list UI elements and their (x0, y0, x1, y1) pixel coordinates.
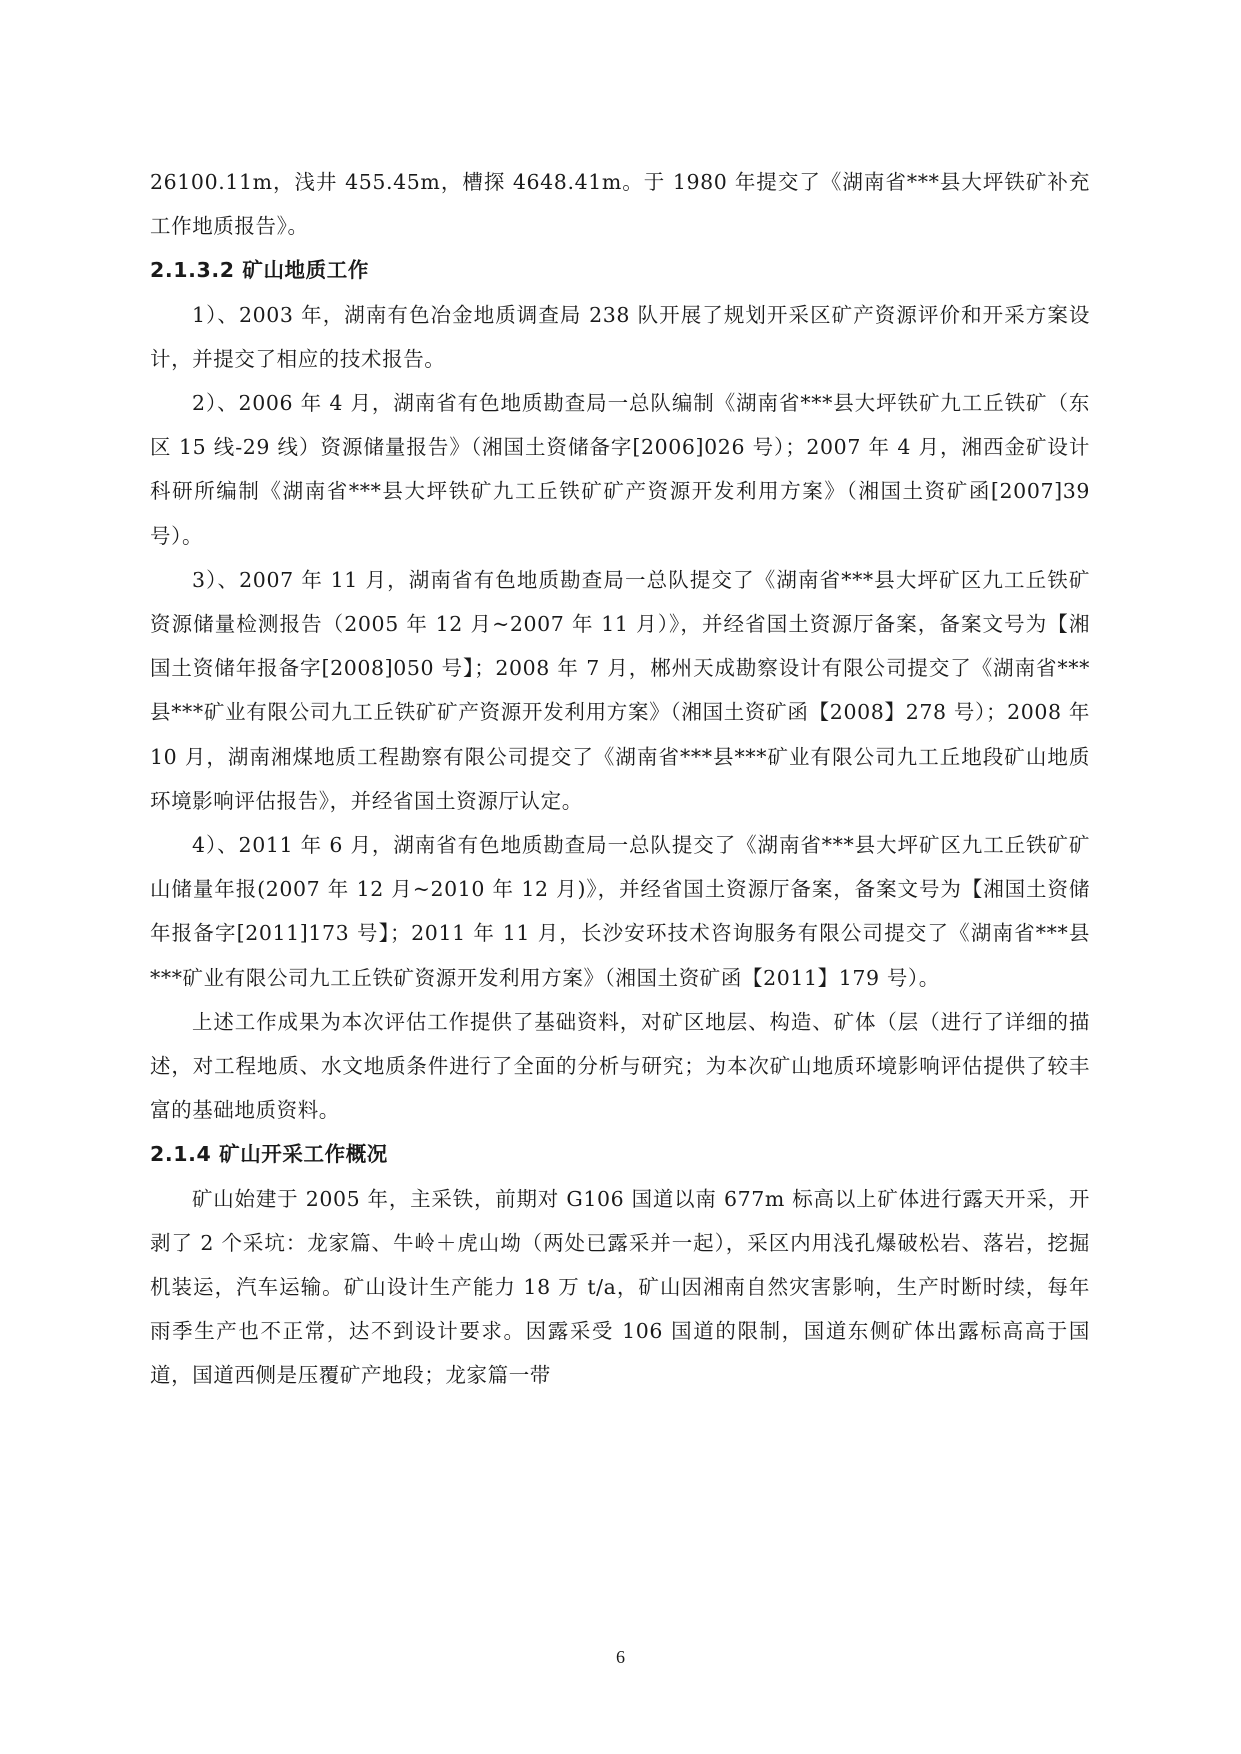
page-number: 6 (616, 1647, 625, 1667)
paragraph-mining-overview: 矿山始建于 2005 年，主采铁，前期对 G106 国道以南 677m 标高以上矿体进行露天开采，开剥了 2 个采坑：龙家篇、牛岭＋虎山坳（两处已露采并一起），采区内用浅孔爆破松岩、落岩，挖掘机装运，汽车运输。矿山设计生产能力 18 万 t/a，矿山因湘南自然灾害影响，生产时断时续，每年雨季生产也不正常，达不到设计要求。因露采受 106 国道的限制，国道东侧矿体出露标高高于国道，国道西侧是压覆矿产地段；龙家篇一带 (150, 1186, 1090, 1388)
paragraph-item-3: 3）、2007 年 11 月，湖南省有色地质勘查局一总队提交了《湖南省***县大坪矿区九工丘铁矿资源储量检测报告（2005 年 12 月~2007 年 11 月）》，并经省国土资源厅备案，备案文号为【湘国土资储年报备字[2008]050 号】；2008 年 7 月，郴州天成勘察设计有限公司提交了《湖南省***县***矿业有限公司九工丘铁矿矿产资源开发利用方案》（湘国土资矿函【2008】278 号）；2008 年 10 月，湖南湘煤地质工程勘察有限公司提交了《湖南省***县***矿业有限公司九工丘地段矿山地质环境影响评估报告》，并经省国土资源厅认定。 (150, 567, 1090, 813)
paragraph-continuation: 26100.11m，浅井 455.45m，槽探 4648.41m。于 1980 年提交了《湖南省***县大坪铁矿补充工作地质报告》。 (150, 170, 1090, 239)
body-text (150, 160, 1090, 1398)
paragraph-item-4: 4）、2011 年 6 月，湖南省有色地质勘查局一总队提交了《湖南省***县大坪矿区九工丘铁矿矿山储量年报(2007 年 12 月~2010 年 12 月)》，并经省国土资源厅备案，备案文号为【湘国土资储年报备字[2011]173 号】；2011 年 11 月，长沙安环技术咨询服务有限公司提交了《湖南省***县***矿业有限公司九工丘铁矿资源开发利用方案》（湘国土资矿函【2011】179 号）。 (150, 833, 1090, 990)
section-heading-2-1-3-2: 2.1.3.2 矿山地质工作 (150, 258, 369, 283)
paragraph-summary: 上述工作成果为本次评估工作提供了基础资料，对矿区地层、构造、矿体（层（进行了详细的描述，对工程地质、水文地质条件进行了全面的分析与研究；为本次矿山地质环境影响评估提供了较丰富的基础地质资料。 (150, 1009, 1090, 1123)
paragraph-item-1: 1）、2003 年，湖南有色冶金地质调查局 238 队开展了规划开采区矿产资源评价和开采方案设计，并提交了相应的技术报告。 (150, 302, 1090, 371)
section-heading-2-1-4: 2.1.4 矿山开采工作概况 (150, 1142, 388, 1167)
paragraph-item-2: 2）、2006 年 4 月，湖南省有色地质勘查局一总队编制《湖南省***县大坪铁矿九工丘铁矿（东区 15 线-29 线）资源储量报告》（湘国土资储备字[2006]026 号）；2007 年 4 月，湘西金矿设计科研所编制《湖南省***县大坪铁矿九工丘铁矿矿产资源开发利用方案》（湘国土资矿函[2007]39 号）。 (150, 391, 1090, 548)
